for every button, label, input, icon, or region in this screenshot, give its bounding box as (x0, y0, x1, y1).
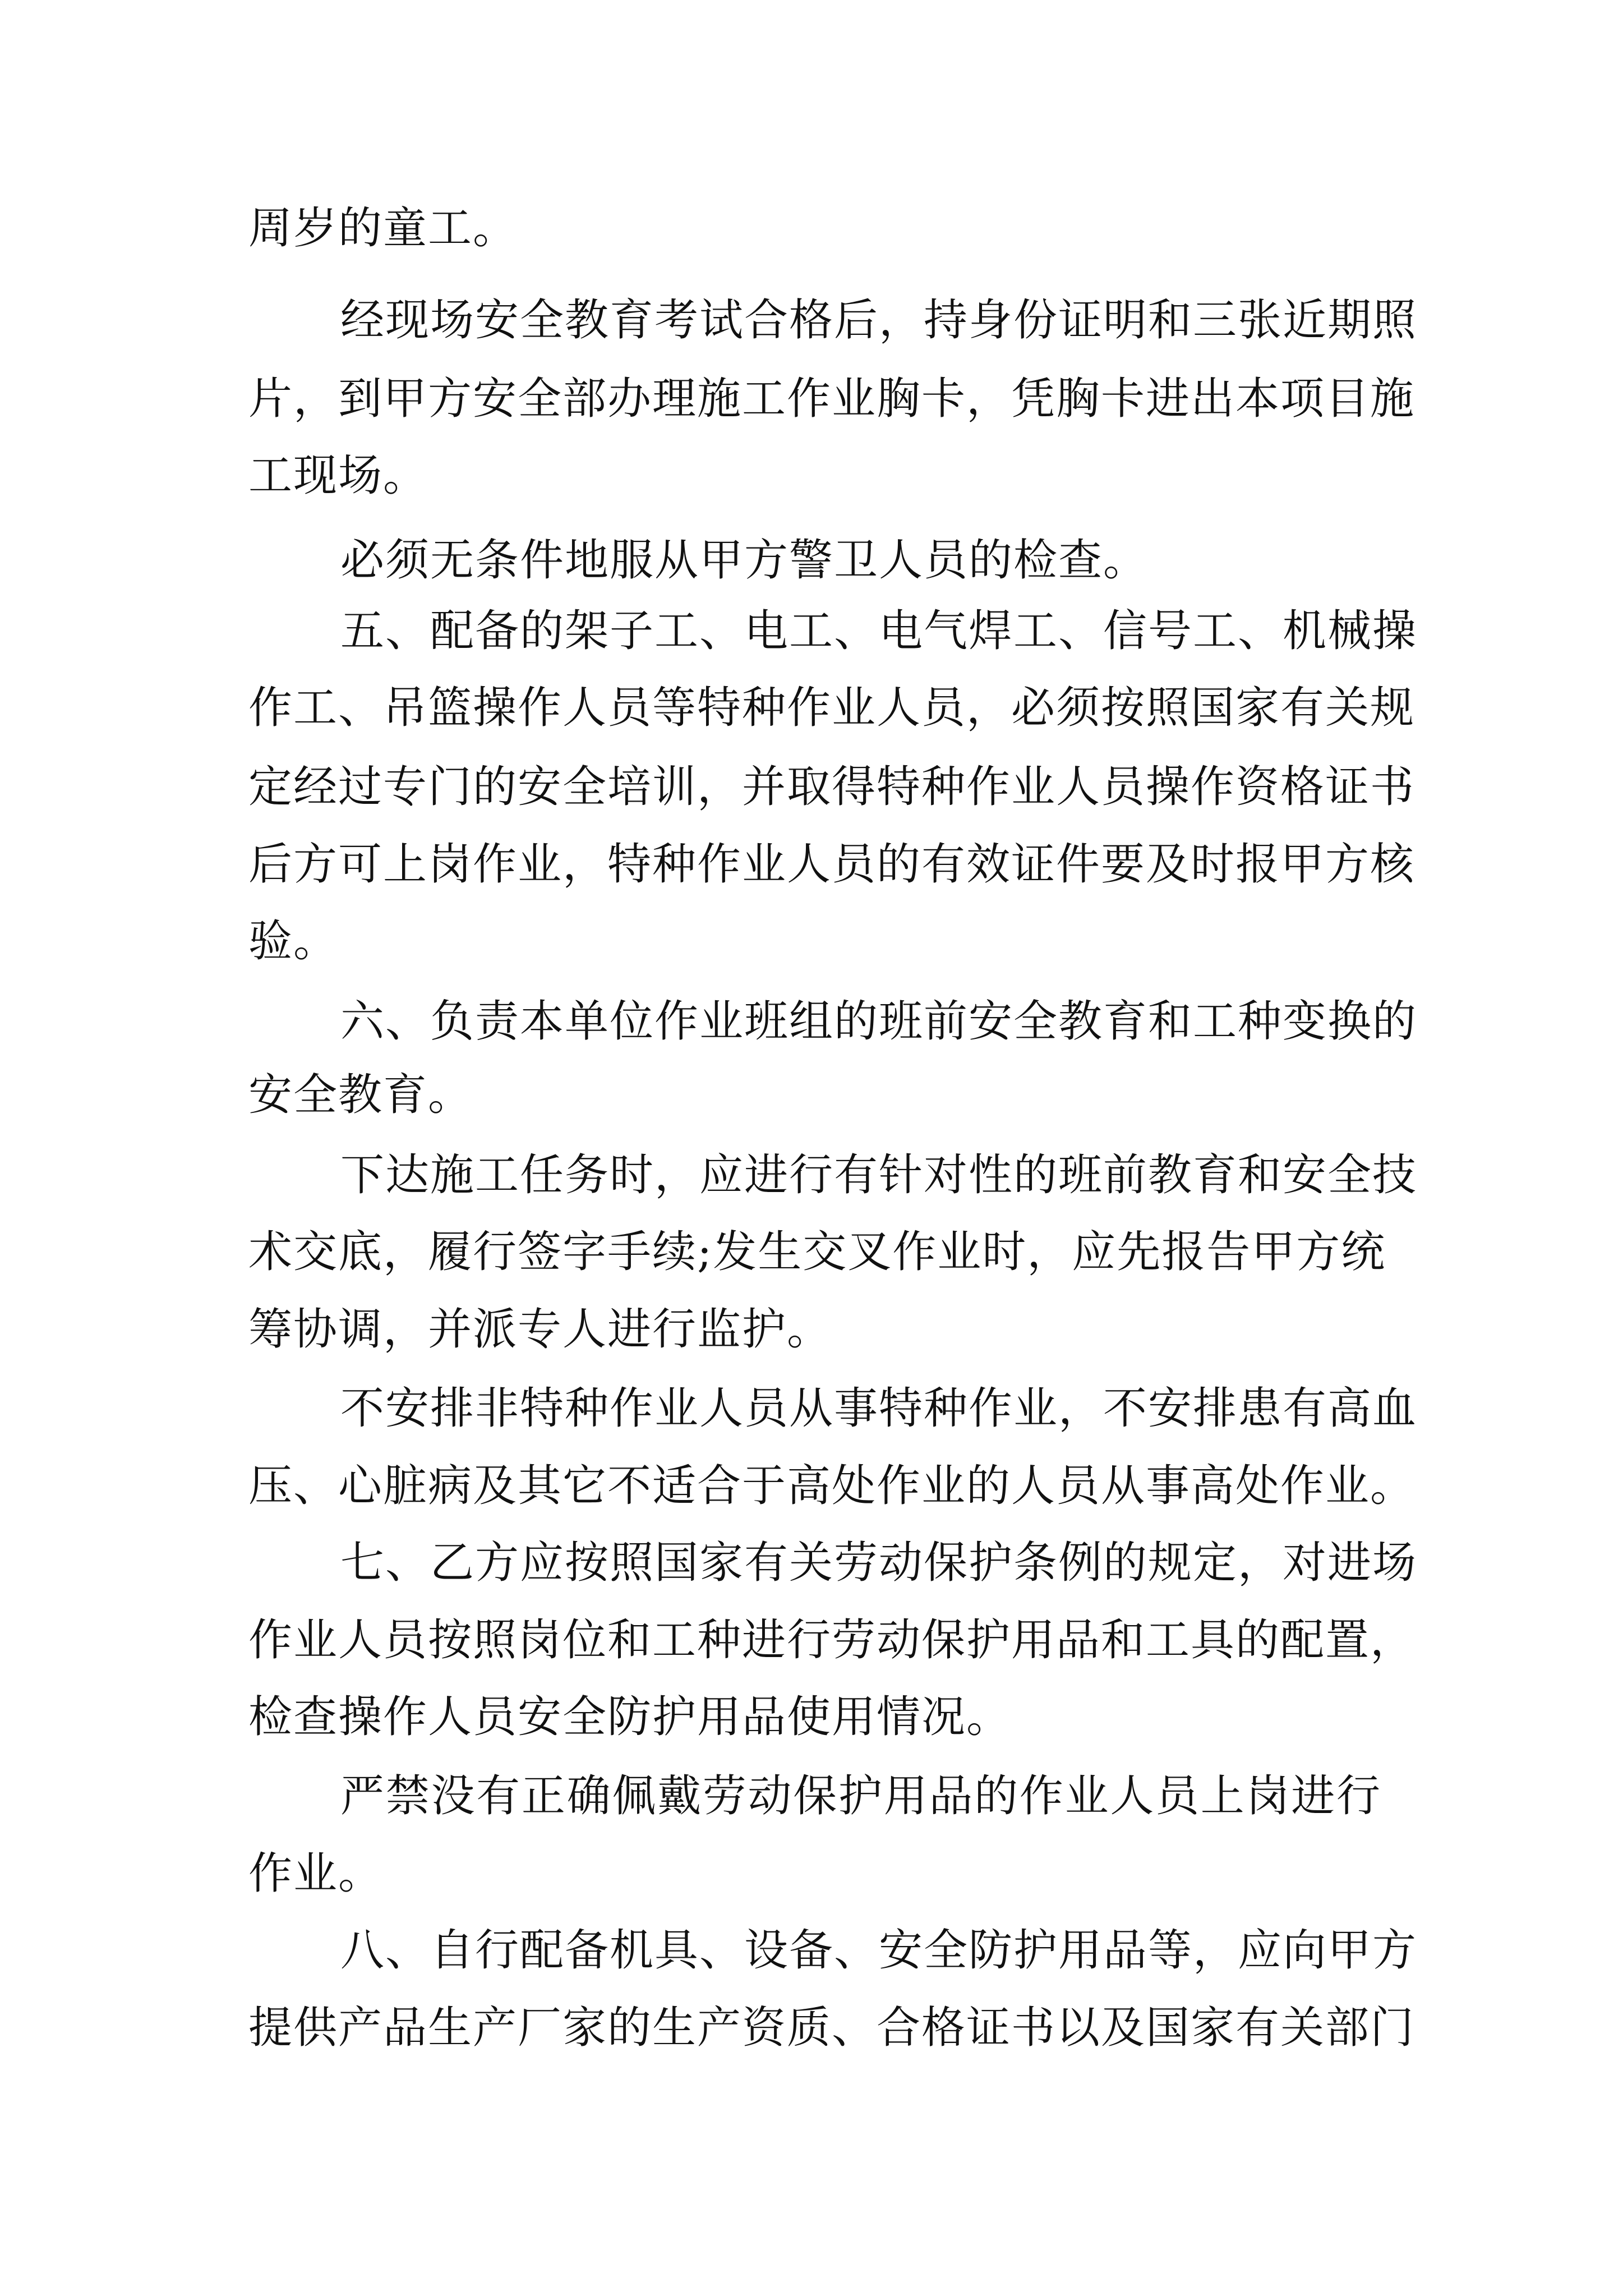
text-line: 后方可上岗作业，特种作业人员的有效证件要及时报甲方核 (248, 839, 1415, 890)
text-line: 经现场安全教育考试合格后，持身份证明和三张近期照 (340, 295, 1418, 346)
text-line: 验。 (248, 916, 339, 967)
text-line: 作工、吊篮操作人员等特种作业人员，必须按照国家有关规 (248, 683, 1415, 733)
text-line: 作业人员按照岗位和工种进行劳动保护用品和工具的配置， (248, 1615, 1415, 1665)
text-line: 筹协调，并派专人进行监护。 (248, 1304, 832, 1355)
text-line: 周岁的童工。 (248, 203, 518, 254)
text-line: 六、负责本单位作业班组的班前安全教育和工种变换的 (340, 996, 1418, 1047)
text-line: 检查操作人员安全防护用品使用情况。 (248, 1692, 1012, 1742)
text-line: 工现场。 (248, 450, 428, 501)
text-line: 压、心脏病及其它不适合于高处作业的人员从事高处作业。 (248, 1461, 1415, 1511)
text-line: 提供产品生产厂家的生产资质、合格证书以及国家有关部门 (248, 2003, 1415, 2053)
text-line: 安全教育。 (248, 1070, 473, 1120)
text-line: 不安排非特种作业人员从事特种作业，不安排患有高血 (340, 1383, 1418, 1434)
text-line: 七、乙方应按照国家有关劳动保护条例的规定，对进场 (340, 1538, 1418, 1588)
text-line: 作业。 (248, 1848, 384, 1899)
text-line: 五、配备的架子工、电工、电气焊工、信号工、机械操 (340, 606, 1418, 656)
text-line: 必须无条件地服从甲方警卫人员的检查。 (340, 535, 1149, 586)
text-line: 下达施工任务时，应进行有针对性的班前教育和安全技 (340, 1150, 1418, 1200)
text-line: 片，到甲方安全部办理施工作业胸卡，凭胸卡进出本项目施 (248, 374, 1415, 424)
text-line: 严禁没有正确佩戴劳动保护用品的作业人员上岗进行 (340, 1771, 1381, 1821)
text-line: 定经过专门的安全培训，并取得特种作业人员操作资格证书 (248, 762, 1415, 812)
text-line: 术交底，履行签字手续;发生交叉作业时，应先报告甲方统 (248, 1227, 1386, 1277)
text-line: 八、自行配备机具、设备、安全防护用品等，应向甲方 (340, 1925, 1418, 1976)
